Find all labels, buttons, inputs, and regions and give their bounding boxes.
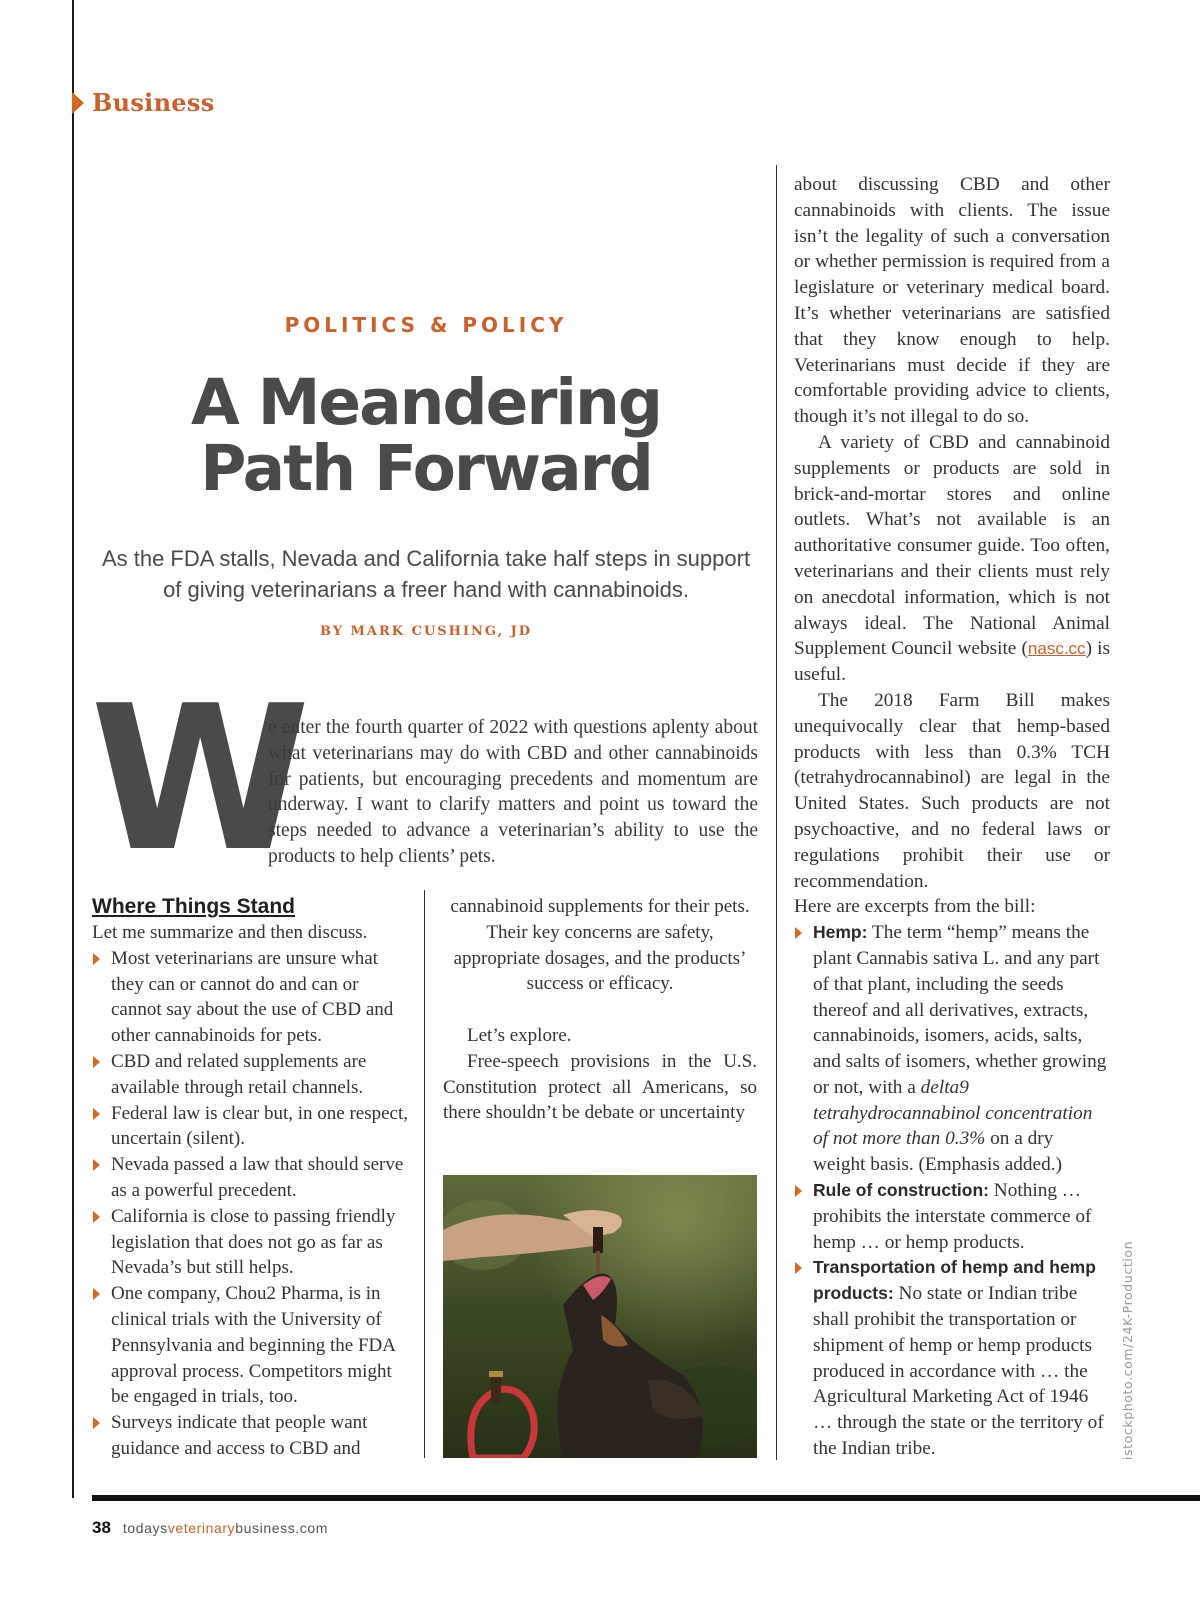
hemp-text-end: on a dry weight basis. (Emphasis added.)	[813, 1128, 1062, 1176]
left-rule	[72, 0, 74, 1498]
site-url-part-2: business.com	[235, 1520, 329, 1536]
summary-list	[92, 946, 410, 1462]
col2-paragraph-2: Free-speech provisions in the U.S. Constitution protect all Americans, so there shouldn’t be debate or uncertainty	[443, 1050, 757, 1124]
col3-paragraph-1	[794, 430, 1110, 688]
photo-credit: istockphoto.com/24K-Production	[1120, 1240, 1135, 1460]
col2-paragraph-1: Let’s explore.	[467, 1024, 572, 1046]
hemp-emphasis: delta9 tetrahydrocannabinol concentration of not more than 0.3%	[813, 1076, 1093, 1150]
col3-paragraph-3	[794, 894, 1110, 920]
column-1	[92, 894, 410, 1462]
column-3	[794, 172, 1110, 1462]
list-item	[794, 1178, 1110, 1255]
list-item	[794, 920, 1110, 1178]
list-item	[794, 1255, 1110, 1461]
byline: BY MARK CUSHING, JD	[319, 624, 533, 639]
column-divider	[424, 890, 425, 1458]
subhead-where-things-stand: Where Things Stand	[92, 895, 296, 918]
page-number: 38	[92, 1518, 111, 1537]
spacer	[443, 997, 757, 1023]
site-url-accent: veterinary	[167, 1520, 236, 1536]
col3-paragraph-0: about discussing CBD and other cannabinoids with clients. The issue isn’t the legality of such a conversation or whether permission is required from a legislature or veterinary medical board. It’s whether veterinarians are satisfied that they know enough to help. Veterinarians must decide if they are comfortable providing advice to clients, though it’s not illegal to do so.	[794, 174, 1110, 428]
rule-of-construction-label: Rule of construction:	[813, 1180, 989, 1201]
drop-cap: W	[90, 663, 303, 896]
col3-paragraph-1-end: ) is useful.	[794, 638, 1110, 686]
transportation-label: Transportation of hemp and hemp products:	[813, 1257, 1096, 1304]
list-item: California is close to passing friendly legislation that does not go as far as Nevada’s but still helps.	[92, 1204, 410, 1281]
dog-cbd-dropper-photo	[443, 1175, 757, 1458]
headline-line-2: Path Forward	[200, 432, 652, 505]
site-url[interactable]	[123, 1520, 328, 1536]
list-item: Most veterinarians are unsure what they can or cannot do and can or cannot say about the use of CBD and other cannabinoids for pets.	[92, 946, 410, 1049]
col2-continuation: cannabinoid supplements for their pets. Their key concerns are safety, appropriate dosages, and the products’ success or efficacy.	[450, 896, 750, 995]
column-2	[443, 894, 757, 1126]
col3-paragraph-2: The 2018 Farm Bill makes unequivocally clear that hemp-based products with less than 0.3% TCH (tetrahydrocannabinol) are legal in the United States. Such products are not psychoactive, and no federal laws or regulations prohibit their use or recommendation.	[794, 689, 1110, 892]
section-arrow-icon	[72, 92, 84, 114]
footer-rule	[92, 1495, 1200, 1501]
list-item: Federal law is clear but, in one respect, uncertain (silent).	[92, 1101, 410, 1153]
kicker: POLITICS & POLICY	[284, 313, 568, 337]
site-url-part-1: todays	[122, 1520, 168, 1536]
headline-line-1: A Meandering	[191, 366, 661, 439]
hemp-text: The term “hemp” means the plant Cannabis sativa L. and any part of that plant, including the seeds thereof and all derivatives, extracts, cannabinoids, isomers, acids, salts, and salts of isomers, whether growing or not, with a	[813, 922, 1107, 1098]
section-label: Business	[92, 88, 215, 117]
transportation-text: No state or Indian tribe shall prohibit the transportation or shipment of hemp or hemp products produced in accordance with … the Agricultural Marketing Act of 1946 … through the state or the territory of the Indian tribe.	[813, 1283, 1104, 1460]
hemp-label: Hemp:	[813, 922, 868, 943]
photo-illustration	[443, 1175, 757, 1458]
section-tag	[72, 88, 215, 117]
headline	[92, 366, 760, 505]
list-item: Nevada passed a law that should serve as a powerful precedent.	[92, 1152, 410, 1204]
bill-excerpts-list	[794, 920, 1110, 1462]
nasc-link[interactable]: nasc.cc	[1027, 639, 1086, 659]
rule-of-construction-text: Nothing … prohibits the interstate commerce of hemp … or hemp products.	[813, 1180, 1092, 1253]
list-item: CBD and related supplements are available through retail channels.	[92, 1049, 410, 1101]
footer	[92, 1518, 328, 1538]
list-item: One company, Chou2 Pharma, is in clinical trials with the University of Pennsylvania and beginning the FDA approval process. Competitors might be engaged in trials, too.	[92, 1281, 410, 1410]
list-item: Surveys indicate that people want guidance and access to CBD and	[92, 1410, 410, 1462]
col1-lead: Let me summarize and then discuss.	[92, 922, 368, 943]
col3-paragraph-1-text: A variety of CBD and cannabinoid supplements or products are sold in brick-and-mortar stores and online outlets. What’s not available is an authoritative consumer guide. Too often, veterinarians and their clients must rely on anecdotal information, which is not always ideal. The National Animal Supplement Council website (	[794, 431, 1110, 660]
dek: As the FDA stalls, Nevada and California take half steps in support of giving veterinarians a freer hand with cannabinoids.	[101, 546, 751, 602]
column-divider-right	[776, 165, 777, 1460]
intro-paragraph: e enter the fourth quarter of 2022 with questions aplenty about what veterinarians may do with CBD and other cannabinoids for patients, but encouraging precedents and momentum are underway. I want to clarify matters and point us toward the steps needed to advance a veterinarian’s ability to use the products to help clients’ pets.	[268, 717, 758, 867]
col3-paragraph-3-text: Here are excerpts from the bill:	[794, 896, 1036, 918]
